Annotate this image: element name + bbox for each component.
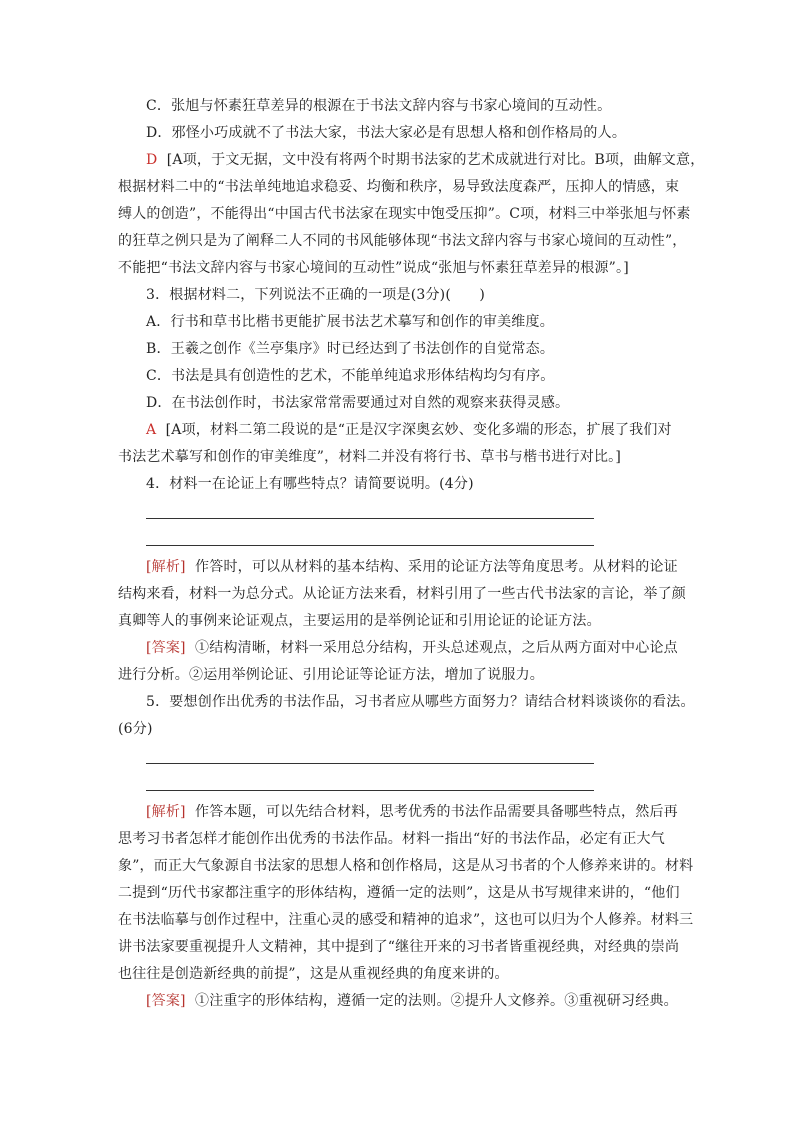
q3-explanation-first: [146, 420, 672, 440]
q2-explanation-first: [146, 150, 704, 170]
q3-answer-letter: A: [146, 422, 157, 438]
q5-stem: 5．要想创作出优秀的书法作品，习书者应从哪些方面努力？请结合材料谈谈你的看法。: [146, 694, 695, 710]
q5-analysis-line: 思考习书者怎样才能创作出优秀的书法作品。材料一指出“好的书法作品，必定有正大气: [118, 831, 665, 847]
q2-explanation-line: 根据材料二中的“书法单纯地追求稳妥、均衡和秩序，易导致法度森严，压抑人的情感，束: [118, 179, 680, 195]
q5-analysis-tag: [解析]: [146, 804, 186, 820]
q5-analysis-first: [146, 802, 678, 822]
q5-answer-line: [146, 790, 594, 791]
q2-option-c: C．张旭与怀素狂草差异的根源在于书法文辞内容与书家心境间的互动性。: [146, 98, 612, 114]
q5-analysis-line: 讲书法家要重视提升人文精神，其中提到了“继往开来的习书者皆重视经典，对经典的崇尚: [118, 939, 680, 955]
q4-analysis-first: [146, 557, 678, 577]
q2-explanation-line: [A项，于文无据，文中没有将两个时期书法家的艺术成就进行对比。B项，曲解文意，: [166, 152, 705, 168]
q2-option-d: D．邪怪小巧成就不了书法大家，书法大家必是有思想人格和创作格局的人。: [146, 125, 627, 141]
q4-answer-tag: [答案]: [146, 640, 186, 656]
q5-analysis-line: 二提到“历代书家都注重字的形体结构，遵循一定的法则”，这是从书写规律来讲的，“他们: [118, 885, 680, 901]
q3-option-c: C．书法是具有创造性的艺术，不能单纯追求形体结构均匀有序。: [146, 368, 555, 384]
q5-answer-tag: [答案]: [146, 993, 186, 1009]
q5-analysis-line: 在书法临摹与创作过程中，注重心灵的感受和精神的追求”，这也可以归为个人修养。材料三: [118, 912, 694, 928]
q4-analysis-line: 作答时，可以从材料的基本结构、采用的论证方法等角度思考。从材料的论证: [195, 559, 678, 575]
q5-stem-points: (6分): [118, 721, 153, 737]
q5-answer-line: [146, 763, 594, 764]
q2-explanation-line: 不能把“书法文辞内容与书家心境间的互动性”说成“张旭与怀素狂草差异的根源”。]: [118, 260, 629, 276]
q4-analysis-tag: [解析]: [146, 559, 186, 575]
q4-stem: 4．材料一在论证上有哪些特点？请简要说明。(4分): [146, 476, 474, 492]
q4-answer-line-text: ①结构清晰，材料一采用总分结构，开头总述观点，之后从两方面对中心论点: [195, 640, 678, 656]
q5-answer-text: ①注重字的形体结构，遵循一定的法则。②提升人文修养。③重视研习经典。: [195, 993, 678, 1009]
q5-analysis-line: 象”，而正大气象源自书法家的思想人格和创作格局，这是从习书者的个人修养来讲的。材料: [118, 858, 694, 874]
q4-answer-line: [146, 518, 594, 519]
q3-option-b: B．王羲之创作《兰亭集序》时已经达到了书法创作的自觉常态。: [146, 341, 555, 357]
q3-option-a: A．行书和草书比楷书更能扩展书法艺术摹写和创作的审美维度。: [146, 314, 554, 330]
q4-answer-first: [146, 638, 678, 658]
q5-answer: [146, 991, 678, 1011]
q2-answer-letter: D: [146, 152, 158, 168]
q3-option-d: D．在书法创作时，书法家常常需要通过对自然的观察来获得灵感。: [146, 395, 570, 411]
q4-answer-line: [146, 545, 594, 546]
q2-explanation-line: 的狂草之例只是为了阐释二人不同的书风能够体现“书法文辞内容与书家心境间的互动性”，: [118, 233, 687, 249]
q5-analysis-line: 也往往是创造新经典的前提”，这是从重视经典的角度来讲的。: [118, 966, 509, 982]
q4-analysis-line: 结构来看，材料一为总分式。从论证方法来看，材料引用了一些古代书法家的言论，举了颜: [118, 586, 686, 602]
q3-stem: 3．根据材料二，下列说法不正确的一项是(3分)( ): [146, 287, 486, 303]
q3-explanation-line: 书法艺术摹写和创作的审美维度”，材料二并没有将行书、草书与楷书进行对比。]: [118, 449, 622, 465]
q3-explanation-line: [A项，材料二第二段说的是“正是汉字深奥玄妙、变化多端的形态，扩展了我们对: [165, 422, 672, 438]
q4-analysis-line: 真卿等人的事例来论证观点，主要运用的是举例论证和引用论证的论证方法。: [118, 613, 601, 629]
q5-analysis-line: 作答本题，可以先结合材料，思考优秀的书法作品需要具备哪些特点，然后再: [195, 804, 678, 820]
q2-explanation-line: 缚人的创造”，不能得出“中国古代书法家在现实中饱受压抑”。C项，材料三中举张旭与怀素: [118, 206, 691, 222]
q4-answer-line-text: 进行分析。②运用举例论证、引用论证等论证方法，增加了说服力。: [118, 667, 544, 683]
